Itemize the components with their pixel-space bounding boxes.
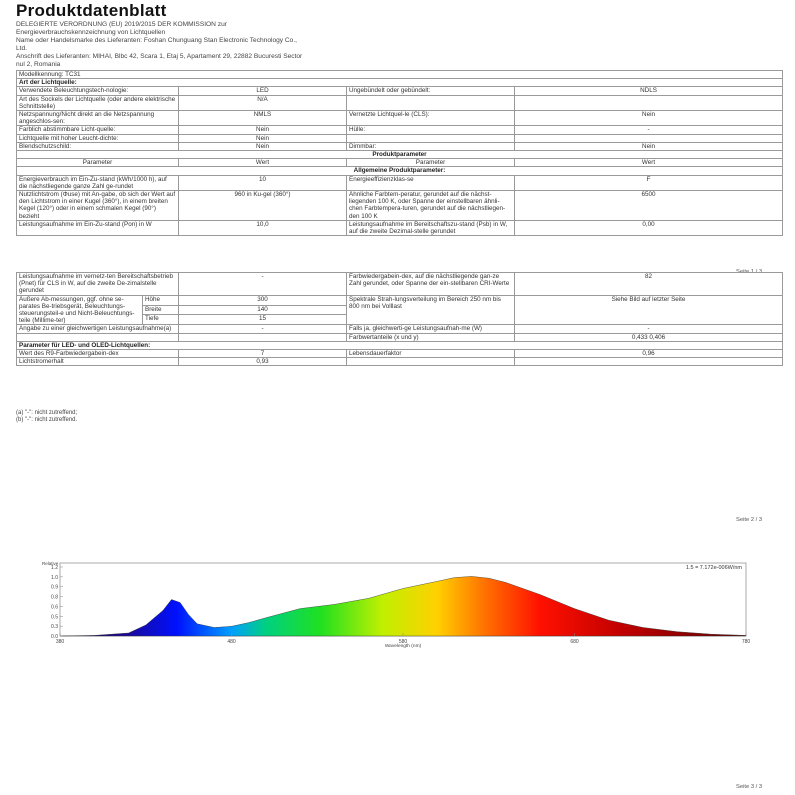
param-label: Blendschutzschild: (17, 142, 179, 150)
footnote: (a) "-": nicht zutreffend; (16, 410, 78, 416)
col-header-value2: Wert (515, 159, 783, 167)
dimension-name: Höhe (143, 295, 179, 305)
y-tick-label: 1.0 (51, 574, 58, 581)
param-value: NDLS (515, 87, 783, 95)
param-value: Nein (179, 134, 347, 142)
param-value: Nein (179, 126, 347, 134)
param-value: LED (179, 87, 347, 95)
param-label: Lichtstromerhalt (17, 358, 179, 366)
intro-line: Anschrift des Lieferanten: MIHAI, Blbc 42, Scara 1, Etaj 5, Apartament 29, 22882 Bucuresti Sector (16, 53, 303, 60)
col-header-param: Parameter (17, 159, 179, 167)
param-value: - (179, 273, 347, 296)
param-label: Verwendete Beleuchtungstech-nologie: (17, 87, 179, 95)
param-label: Farblich abstimmbare Licht-quelle: (17, 126, 179, 134)
param-value: N/A (179, 95, 347, 110)
table-row (17, 325, 783, 333)
param-value (515, 95, 783, 110)
dimension-value: 300 (179, 295, 347, 305)
param-label: Hülle: (347, 126, 515, 134)
table-row (17, 111, 783, 126)
param-value: 10 (179, 175, 347, 190)
page-number: Seite 3 / 3 (736, 784, 763, 790)
table-row (17, 358, 783, 366)
spectrum-svg (40, 556, 752, 648)
param-value: 0,96 (515, 350, 783, 358)
section-product-params: Produktparameter (17, 151, 783, 159)
dimension-name: Breite (143, 305, 179, 315)
param-label: Lebensdauerfaktor (347, 350, 515, 358)
table-row (17, 87, 783, 95)
table-row (17, 273, 783, 296)
product-table-1 (16, 70, 783, 236)
param-value: 82 (515, 273, 783, 296)
param-label: Farbwertanteile (x und y) (347, 333, 515, 341)
param-value: 7 (179, 350, 347, 358)
dimension-row (17, 295, 783, 305)
param-label: Ähnliche Farbtem-peratur, gerundet auf die nächst-liegenden 100 K, oder Spanne der einstellbaren ähnli-chen Farbtempera-turen, gerundet auf die nächstliegen-den 100 K (347, 191, 515, 221)
table-row (17, 220, 783, 235)
param-label: Lichtquelle mit hoher Leucht-dichte: (17, 134, 179, 142)
intro-text (16, 21, 776, 69)
param-label: Energieeffizienzklas-se (347, 175, 515, 190)
param-label: Angabe zu einer gleichwertigen Leistungsaufnahme(a) (17, 325, 179, 333)
param-label (17, 333, 179, 341)
param-value: F (515, 175, 783, 190)
table-row (17, 333, 783, 341)
param-value: NMLS (179, 111, 347, 126)
param-label (347, 95, 515, 110)
y-tick-label: 0.9 (51, 584, 58, 591)
param-value: 0,433 0,406 (515, 333, 783, 341)
spectral-distribution-label: Spektrale Strah-lungsverteilung im Bereich 250 nm bis 800 nm bei Volllast (347, 295, 515, 325)
param-label: Netzspannung/Nicht direkt an die Netzspannung angeschlos-sen: (17, 111, 179, 126)
param-value (515, 358, 783, 366)
param-label: Dimmbar: (347, 142, 515, 150)
param-label: Nutzlichtstrom (Φuse) mit An-gabe, ob sich der Wert auf den Lichtstrom in einer Kugel (360°), in einem breiten Kegel (120°) oder in einem schmalen Kegel (90°) bezieht (17, 191, 179, 221)
spectral-distribution-value: Siehe Bild auf letzter Seite (515, 295, 783, 325)
table-row (17, 191, 783, 221)
param-label: Leistungsaufnahme im vernetz-ten Bereitschaftsbetrieb (Pnet) für CLS in W, auf die zweite De-zimalstelle gerundet (17, 273, 179, 296)
param-label: Leistungsaufnahme im Ein-Zu-stand (Pon) in W (17, 220, 179, 235)
param-label: Farbwiedergabein-dex, auf die nächstliegende gan-ze Zahl gerundet, oder Spanne der ein-stellbaren CRI-Werte (347, 273, 515, 296)
footnotes (16, 410, 77, 423)
param-value: - (515, 126, 783, 134)
dimension-value: 140 (179, 305, 347, 315)
x-axis-label: Wavelength (nm) (384, 644, 422, 648)
section-general-params: Allgemeine Produktparameter: (17, 167, 783, 175)
intro-line: Ltd. (16, 45, 27, 52)
param-value: 0,93 (179, 358, 347, 366)
y-tick-label: 0.8 (51, 594, 58, 601)
col-header-value: Wert (179, 159, 347, 167)
param-label (347, 358, 515, 366)
y-tick-label: 0.6 (51, 604, 58, 611)
param-value: 960 in Ku-gel (360°) (179, 191, 347, 221)
y-tick-label: 0.0 (51, 634, 58, 640)
param-value: - (179, 325, 347, 333)
param-value: 6500 (515, 191, 783, 221)
intro-line: Energieverbrauchskennzeichnung von Lichtquellen (16, 29, 166, 36)
table-row (17, 134, 783, 142)
param-value (179, 333, 347, 341)
x-tick-label: 780 (741, 639, 751, 645)
param-label: Wert des R9-Farbwiedergabein-dex (17, 350, 179, 358)
footnote: (b) "-": nicht zutreffend. (16, 416, 78, 423)
param-value (515, 134, 783, 142)
intro-line: Name oder Handelsmarke des Lieferanten: Foshan Chunguang Stan Electronic Technology Co., (16, 37, 298, 44)
param-value: Nein (515, 142, 783, 150)
param-label (347, 134, 515, 142)
param-label: Vernetzte Lichtquel-le (CLS): (347, 111, 515, 126)
intro-line: nul 2, Romania (16, 61, 61, 68)
param-value: 10,0 (179, 220, 347, 235)
param-value: - (515, 325, 783, 333)
table-row (17, 95, 783, 110)
param-value: Nein (515, 111, 783, 126)
param-label: Falls ja, gleichwerti-ge Leistungsaufnah-me (W) (347, 325, 515, 333)
dimension-name: Tiefe (143, 315, 179, 325)
section-led-params: Parameter für LED- und OLED-Lichtquellen: (17, 341, 783, 349)
table-row (17, 126, 783, 134)
light-source-type-heading: Art der Lichtquelle: (17, 79, 783, 87)
table-row (17, 175, 783, 190)
x-tick-label: 580 (398, 639, 408, 645)
dimension-value: 15 (179, 315, 347, 325)
param-value: 0,00 (515, 220, 783, 235)
x-tick-label: 680 (570, 639, 579, 645)
chart-title: 1.5 = 7.172e-006W/nm (685, 565, 742, 571)
param-label: Leistungsaufnahme im Bereitschaftszu-stand (Psb) in W, auf die zweite Dezimal-stelle gerundet (347, 220, 515, 235)
page-title: Produktdatenblatt (16, 1, 167, 20)
col-header-param2: Parameter (347, 159, 515, 167)
intro-line: DELEGIERTE VERORDNUNG (EU) 2019/2015 DER KOMMISSION zur (16, 21, 227, 28)
table-row (17, 350, 783, 358)
param-label: Energieverbrauch im Ein-Zu-stand (kWh/1000 h), auf die nächstliegende ganze Zahl ge-rundet (17, 175, 179, 190)
table-row (17, 142, 783, 150)
x-tick-label: 480 (227, 639, 236, 645)
y-tick-label: 0.3 (51, 624, 58, 631)
product-table-2 (16, 272, 783, 366)
y-axis-label: Relative (42, 561, 59, 566)
y-tick-label: 0.5 (51, 614, 58, 621)
spectrum-chart (40, 556, 752, 648)
page-number: Seite 1 / 3 (736, 269, 763, 275)
param-value: Nein (179, 142, 347, 150)
param-label: Ungebündelt oder gebündelt: (347, 87, 515, 95)
param-label: Art des Sockels der Lichtquelle (oder andere elektrische Schnittstelle) (17, 95, 179, 110)
x-tick-label: 380 (55, 639, 65, 645)
page-number: Seite 2 / 3 (736, 517, 763, 523)
dimensions-label: Äußere Ab-messungen, ggf. ohne se-parates Be-triebsgerät, Beleuchtungs-steuerungsteil-e und Nicht-Beleuchtungs-teile (Millime-ter) (17, 295, 143, 325)
model-id: Modellkennung: TC31 (17, 71, 783, 79)
y-tick-label: 1.2 (51, 565, 58, 571)
